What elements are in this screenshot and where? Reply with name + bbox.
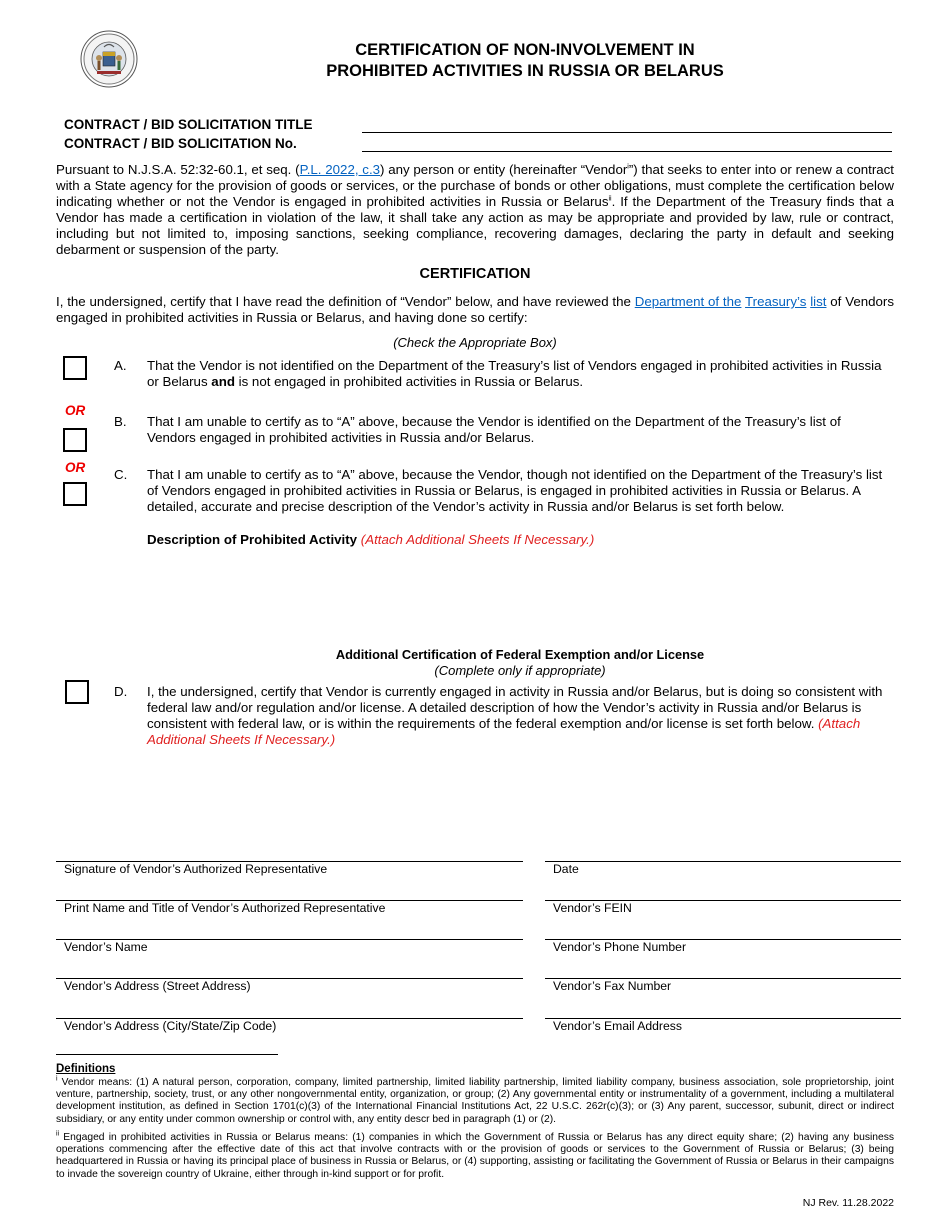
option-a-checkbox[interactable]	[63, 356, 87, 380]
definition-prohibited	[56, 1132, 894, 1181]
option-c-text: That I am unable to certify as to “A” above, because the Vendor, though not identified on the Department of the Treasury’s list of Vendors engaged in prohibited activities in Russia or Belarus, is engaged in prohibited activities in Russia or Belarus. A detailed, accurate and precise description of the Vendor’s activity in Russia and/or Belarus is set forth below.	[147, 467, 883, 514]
footnote-ref-ii: ii	[608, 195, 612, 203]
definition-marker-ii: ii	[56, 1130, 60, 1138]
contract-number-line[interactable]	[362, 151, 892, 152]
option-a-text	[147, 358, 887, 390]
intro-text-4: . If the Department of the Treasury finds that a Vendor has made a certification in violation of the law, it shall take any action as may be appropriate and provided by law, rule or contract, including but not limited to, imposing sanctions, seeking compliance, recovering damages, declaring the party in default and seeking debarment or suspension of the party.	[56, 194, 894, 257]
definitions-heading: Definitions	[56, 1063, 116, 1075]
print-name-label: Print Name and Title of Vendor’s Authorized Representative	[64, 901, 386, 915]
intro-text-2: ) any person or entity (hereinafter “Vendor	[380, 162, 628, 177]
footnote-ref-i: i	[627, 163, 629, 171]
option-d-checkbox[interactable]	[65, 680, 89, 704]
phone-label: Vendor’s Phone Number	[553, 940, 687, 954]
pl-2022-link[interactable]: P.L. 2022, c.3	[299, 162, 381, 177]
attach-note-d: (Attach Additional Sheets If Necessary.)	[147, 716, 861, 747]
option-d-text-body: I, the undersigned, certify that Vendor is currently engaged in activity in Russia and/or Belarus, but is doing so consistent with federal law and/or regulation and/or license. A detailed description of how the Vendor’s activity in Russia and/or Belarus is consistent with federal law, or is within the requirements of the federal exemption and/or license is set forth below.	[147, 684, 883, 731]
option-b-letter: B.	[114, 414, 127, 429]
treasury-list-link[interactable]: list	[810, 294, 827, 309]
nj-state-seal-icon	[80, 30, 138, 88]
definitions-separator	[56, 1054, 278, 1055]
option-a-text-1: That the Vendor is not identified on the Department of the Treasury’s list of Vendors engaged in prohibited activities in Russia or Belarus	[147, 358, 882, 389]
cert-text-2: of Vendors engaged in prohibited activities in Russia or Belarus, and having done so certify:	[56, 294, 894, 325]
treasury-link-1[interactable]: Department of the	[634, 294, 742, 309]
fax-label: Vendor’s Fax Number	[553, 979, 672, 993]
contract-title-line[interactable]	[362, 132, 892, 133]
intro-text-1: Pursuant to N.J.S.A. 52:32-60.1, et seq. (	[56, 162, 300, 177]
intro-paragraph	[56, 162, 894, 258]
definition-marker-i: i	[56, 1075, 58, 1083]
description-label	[147, 532, 887, 548]
option-a-text-2: is not engaged in prohibited activities in Russia or Belarus.	[234, 374, 584, 389]
or-label-2: OR	[65, 460, 86, 475]
intro-text-3: ”) that seeks to enter into or renew a contract with a State agency for the provision of goods or services, or the purchase of bonds or other obligations, must complete the certification below indicating whether or not the Vendor is engaged in prohibited activities in Russia or Belarus	[56, 162, 894, 209]
document-title	[250, 40, 800, 82]
option-d-letter: D.	[114, 684, 128, 699]
contract-number-label: CONTRACT / BID SOLICITATION No.	[64, 136, 297, 151]
attach-note-c: (Attach Additional Sheets If Necessary.)	[360, 532, 595, 547]
cert-text-1: I, the undersigned, certify that I have read the definition of “Vendor” below, and have reviewed the	[56, 294, 635, 309]
option-a-letter: A.	[114, 358, 127, 373]
additional-cert-subheading: (Complete only if appropriate)	[434, 663, 606, 678]
signature-label: Signature of Vendor’s Authorized Representative	[64, 862, 328, 876]
vendor-name-label: Vendor’s Name	[64, 940, 148, 954]
date-label: Date	[553, 862, 579, 876]
option-d-text	[147, 684, 887, 748]
city-state-zip-label: Vendor’s Address (City/State/Zip Code)	[64, 1019, 277, 1033]
definition-vendor-text: Vendor means: (1) A natural person, corporation, company, limited partnership, limited liability partnership, limited liability company, business association, sole proprietorship, joint venture, partnership, society, trust, or any other nongovernmental entity, organization, or group; (2) Any governmental entity or instrumentality of a government, including a multilateral development institution, as defined in Section 1701(c)(3) of the International Financial Institutions Act, 22 U.S.C. 262r(c)(3); or (3) Any parent, successor, subunit, direct or indirect subsidiary, or any entity under common ownership or control with, any entity descr bed in paragraph (1) or (2).	[56, 1077, 894, 1125]
fein-label: Vendor’s FEIN	[553, 901, 632, 915]
option-b-checkbox[interactable]	[63, 428, 87, 452]
description-label-text: Description of Prohibited Activity	[147, 532, 358, 547]
title-line-1: CERTIFICATION OF NON-INVOLVEMENT IN	[355, 41, 695, 59]
email-label: Vendor’s Email Address	[553, 1019, 682, 1033]
option-c-letter: C.	[114, 467, 128, 482]
additional-cert-heading: Additional Certification of Federal Exemption and/or License	[335, 647, 705, 662]
certification-heading: CERTIFICATION	[419, 266, 531, 282]
option-c-checkbox[interactable]	[63, 482, 87, 506]
option-a-bold: and	[211, 374, 235, 389]
option-b-text: That I am unable to certify as to “A” above, because the Vendor is identified on the Department of the Treasury’s list of Vendors engaged in prohibited activities in Russia and/or Belarus.	[147, 414, 841, 445]
revision-label: NJ Rev. 11.28.2022	[802, 1197, 894, 1209]
treasury-link-2[interactable]: Treasury’s	[745, 294, 807, 309]
date-line[interactable]	[545, 861, 901, 862]
definition-prohibited-text: Engaged in prohibited activities in Russia or Belarus means: (1) companies in which the Government of Russia or Belarus has any direct equity share; (2) having any business operations commencing after the effective date of this act that involve contracts with or the provision of goods or services to the Government of Russia or Belarus; (3) being headquartered in Russia or having its principal place of business in Russia or Belarus, or (4) supporting, assisting or facilitating the Government of Russia or Belarus in their campaigns to invade the sovereign country of Ukraine, either through in-kind support or for profit.	[56, 1132, 894, 1180]
check-box-note: (Check the Appropriate Box)	[393, 335, 557, 350]
definition-vendor	[56, 1077, 894, 1126]
or-label-1: OR	[65, 403, 86, 418]
contract-title-label: CONTRACT / BID SOLICITATION TITLE	[64, 117, 313, 132]
street-address-label: Vendor’s Address (Street Address)	[64, 979, 251, 993]
certification-paragraph	[56, 294, 894, 326]
title-line-2: PROHIBITED ACTIVITIES IN RUSSIA OR BELARUS	[326, 62, 724, 80]
